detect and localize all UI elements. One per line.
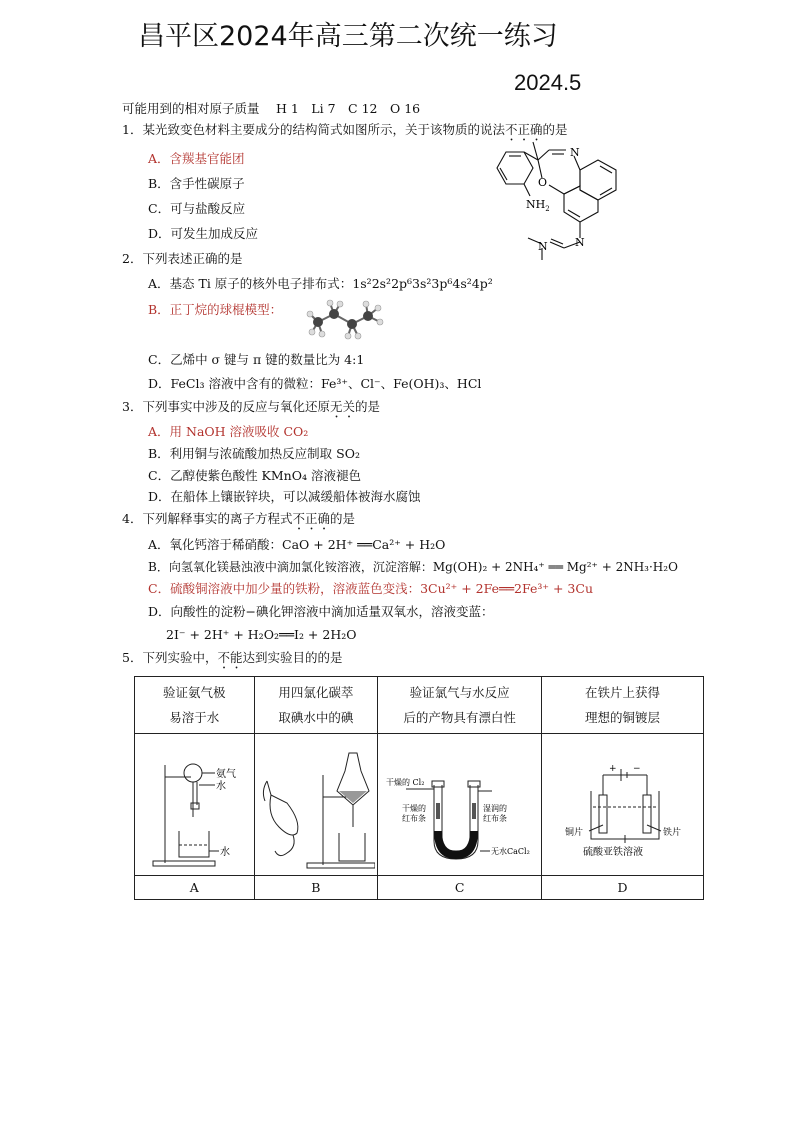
label-cell-d: D [542, 876, 704, 900]
q4-stem: 4．下列解释事实的离子方程式不正确的是 [122, 511, 355, 526]
q2-option-c: C．乙烯中 σ 键与 π 键的数量比为 4:1 [148, 352, 365, 367]
label-dry-strip-2: 红布条 [401, 814, 426, 823]
label-water-2: 水 [220, 847, 231, 858]
separatory-funnel-apparatus [257, 735, 375, 871]
atomic-masses: 可能用到的相对原子质量 H 1 Li 7 C 12 O 16 [122, 101, 421, 116]
figure-cell-d [542, 734, 704, 876]
figure-cell-c [378, 734, 542, 876]
q1-structure-diagram [486, 138, 636, 260]
figure-cell-b [254, 734, 378, 876]
q1-option-a: A．含羰基官能团 [148, 151, 245, 166]
label-wet-strip-2: 红布条 [482, 814, 507, 823]
struct-o: O [538, 176, 548, 189]
label-plus: + [608, 764, 617, 774]
struct-nh2: $NH_2$ [526, 198, 550, 213]
q5-stem: 5．下列实验中，不能达到实验目的的是 [122, 650, 343, 665]
label-dry-strip-1: 干燥的 [401, 804, 426, 813]
label-water-1: 水 [216, 781, 227, 792]
ammonia-fountain-apparatus [139, 735, 249, 871]
butane-ball-stick-model [306, 298, 384, 342]
q2-option-d: D．FeCl₃ 溶液中含有的微粒：Fe³⁺、Cl⁻、Fe(OH)₃、HCl [148, 376, 482, 391]
q3-stem: 3．下列事实中涉及的反应与氧化还原无关的是 [122, 399, 380, 414]
q3-option-c: C．乙醇使紫色酸性 KMnO₄ 溶液褪色 [148, 468, 361, 483]
header-cell-a: 验证氨气极 易溶于水 [135, 677, 255, 734]
q1-option-d: D．可发生加成反应 [148, 226, 259, 241]
q4-option-c: C．硫酸铜溶液中加少量的铁粉，溶液蓝色变浅：3Cu²⁺ + 2Fe══2Fe³⁺ + 3Cu [148, 581, 593, 596]
exam-title: 昌平区2024年高三第二次统一练习 [138, 21, 558, 52]
q3-option-d: D．在船体上镶嵌锌块，可以减缓船体被海水腐蚀 [148, 489, 421, 504]
label-ammonia: 氨气 [216, 769, 237, 780]
q3-option-a: A．用 NaOH 溶液吸收 CO₂ [148, 424, 309, 439]
exam-date: 2024.5 [514, 70, 582, 95]
label-cell-c: C [378, 876, 542, 900]
struct-n1: N [570, 146, 580, 159]
label-wet-strip-1: 湿润的 [482, 804, 507, 813]
q4-option-d: D．向酸性的淀粉−碘化钾溶液中滴加适量双氧水，溶液变蓝： [148, 604, 494, 619]
label-cell-a: A [135, 876, 255, 900]
electroplating-cell [543, 735, 703, 871]
header-cell-c: 验证氯气与水反应 后的产物具有漂白性 [378, 677, 542, 734]
label-ferrous-sulfate: 硫酸亚铁溶液 [582, 847, 643, 858]
q1-option-c: C．可与盐酸反应 [148, 201, 246, 216]
q2-option-a: A．基态 Ti 原子的核外电子排布式：1s²2s²2p⁶3s²3p⁶4s²4p² [148, 276, 493, 291]
label-dry-cl2: 干燥的 Cl₂ [385, 778, 425, 787]
q1-stem: 1．某光致变色材料主要成分的结构简式如图所示，关于该物质的说法不正确的是 [122, 122, 568, 137]
q4-option-a: A．氧化钙溶于稀硝酸：CaO + 2H⁺ ══Ca²⁺ + H₂O [148, 537, 446, 552]
label-copper-plate: 铜片 [564, 828, 583, 838]
header-cell-d: 在铁片上获得 理想的铜镀层 [542, 677, 704, 734]
struct-n3: N [538, 240, 548, 253]
label-cacl2: 无水CaCl₂ [490, 847, 530, 856]
q4-option-b: B．向氢氧化镁悬浊液中滴加氯化铵溶液，沉淀溶解：Mg(OH)₂ + 2NH₄⁺ ══ Mg²⁺ + 2NH₃·H₂O [148, 560, 678, 574]
label-cell-b: B [254, 876, 378, 900]
q3-option-b: B．利用铜与浓硫酸加热反应制取 SO₂ [148, 446, 360, 461]
chlorine-bleaching-u-tube [380, 735, 540, 871]
struct-n2: N [575, 236, 585, 249]
q2-option-b: B．正丁烷的球棍模型： [148, 302, 283, 317]
header-cell-b: 用四氯化碳萃 取碘水中的碘 [254, 677, 378, 734]
label-minus: − [632, 764, 641, 774]
q5-experiment-table [134, 676, 704, 900]
q1-option-b: B．含手性碳原子 [148, 176, 245, 191]
label-iron-plate: 铁片 [662, 828, 681, 838]
q4-option-d-equation: 2I⁻ + 2H⁺ + H₂O₂══I₂ + 2H₂O [166, 627, 357, 642]
figure-cell-a [135, 734, 255, 876]
q2-stem: 2．下列表述正确的是 [122, 251, 243, 266]
